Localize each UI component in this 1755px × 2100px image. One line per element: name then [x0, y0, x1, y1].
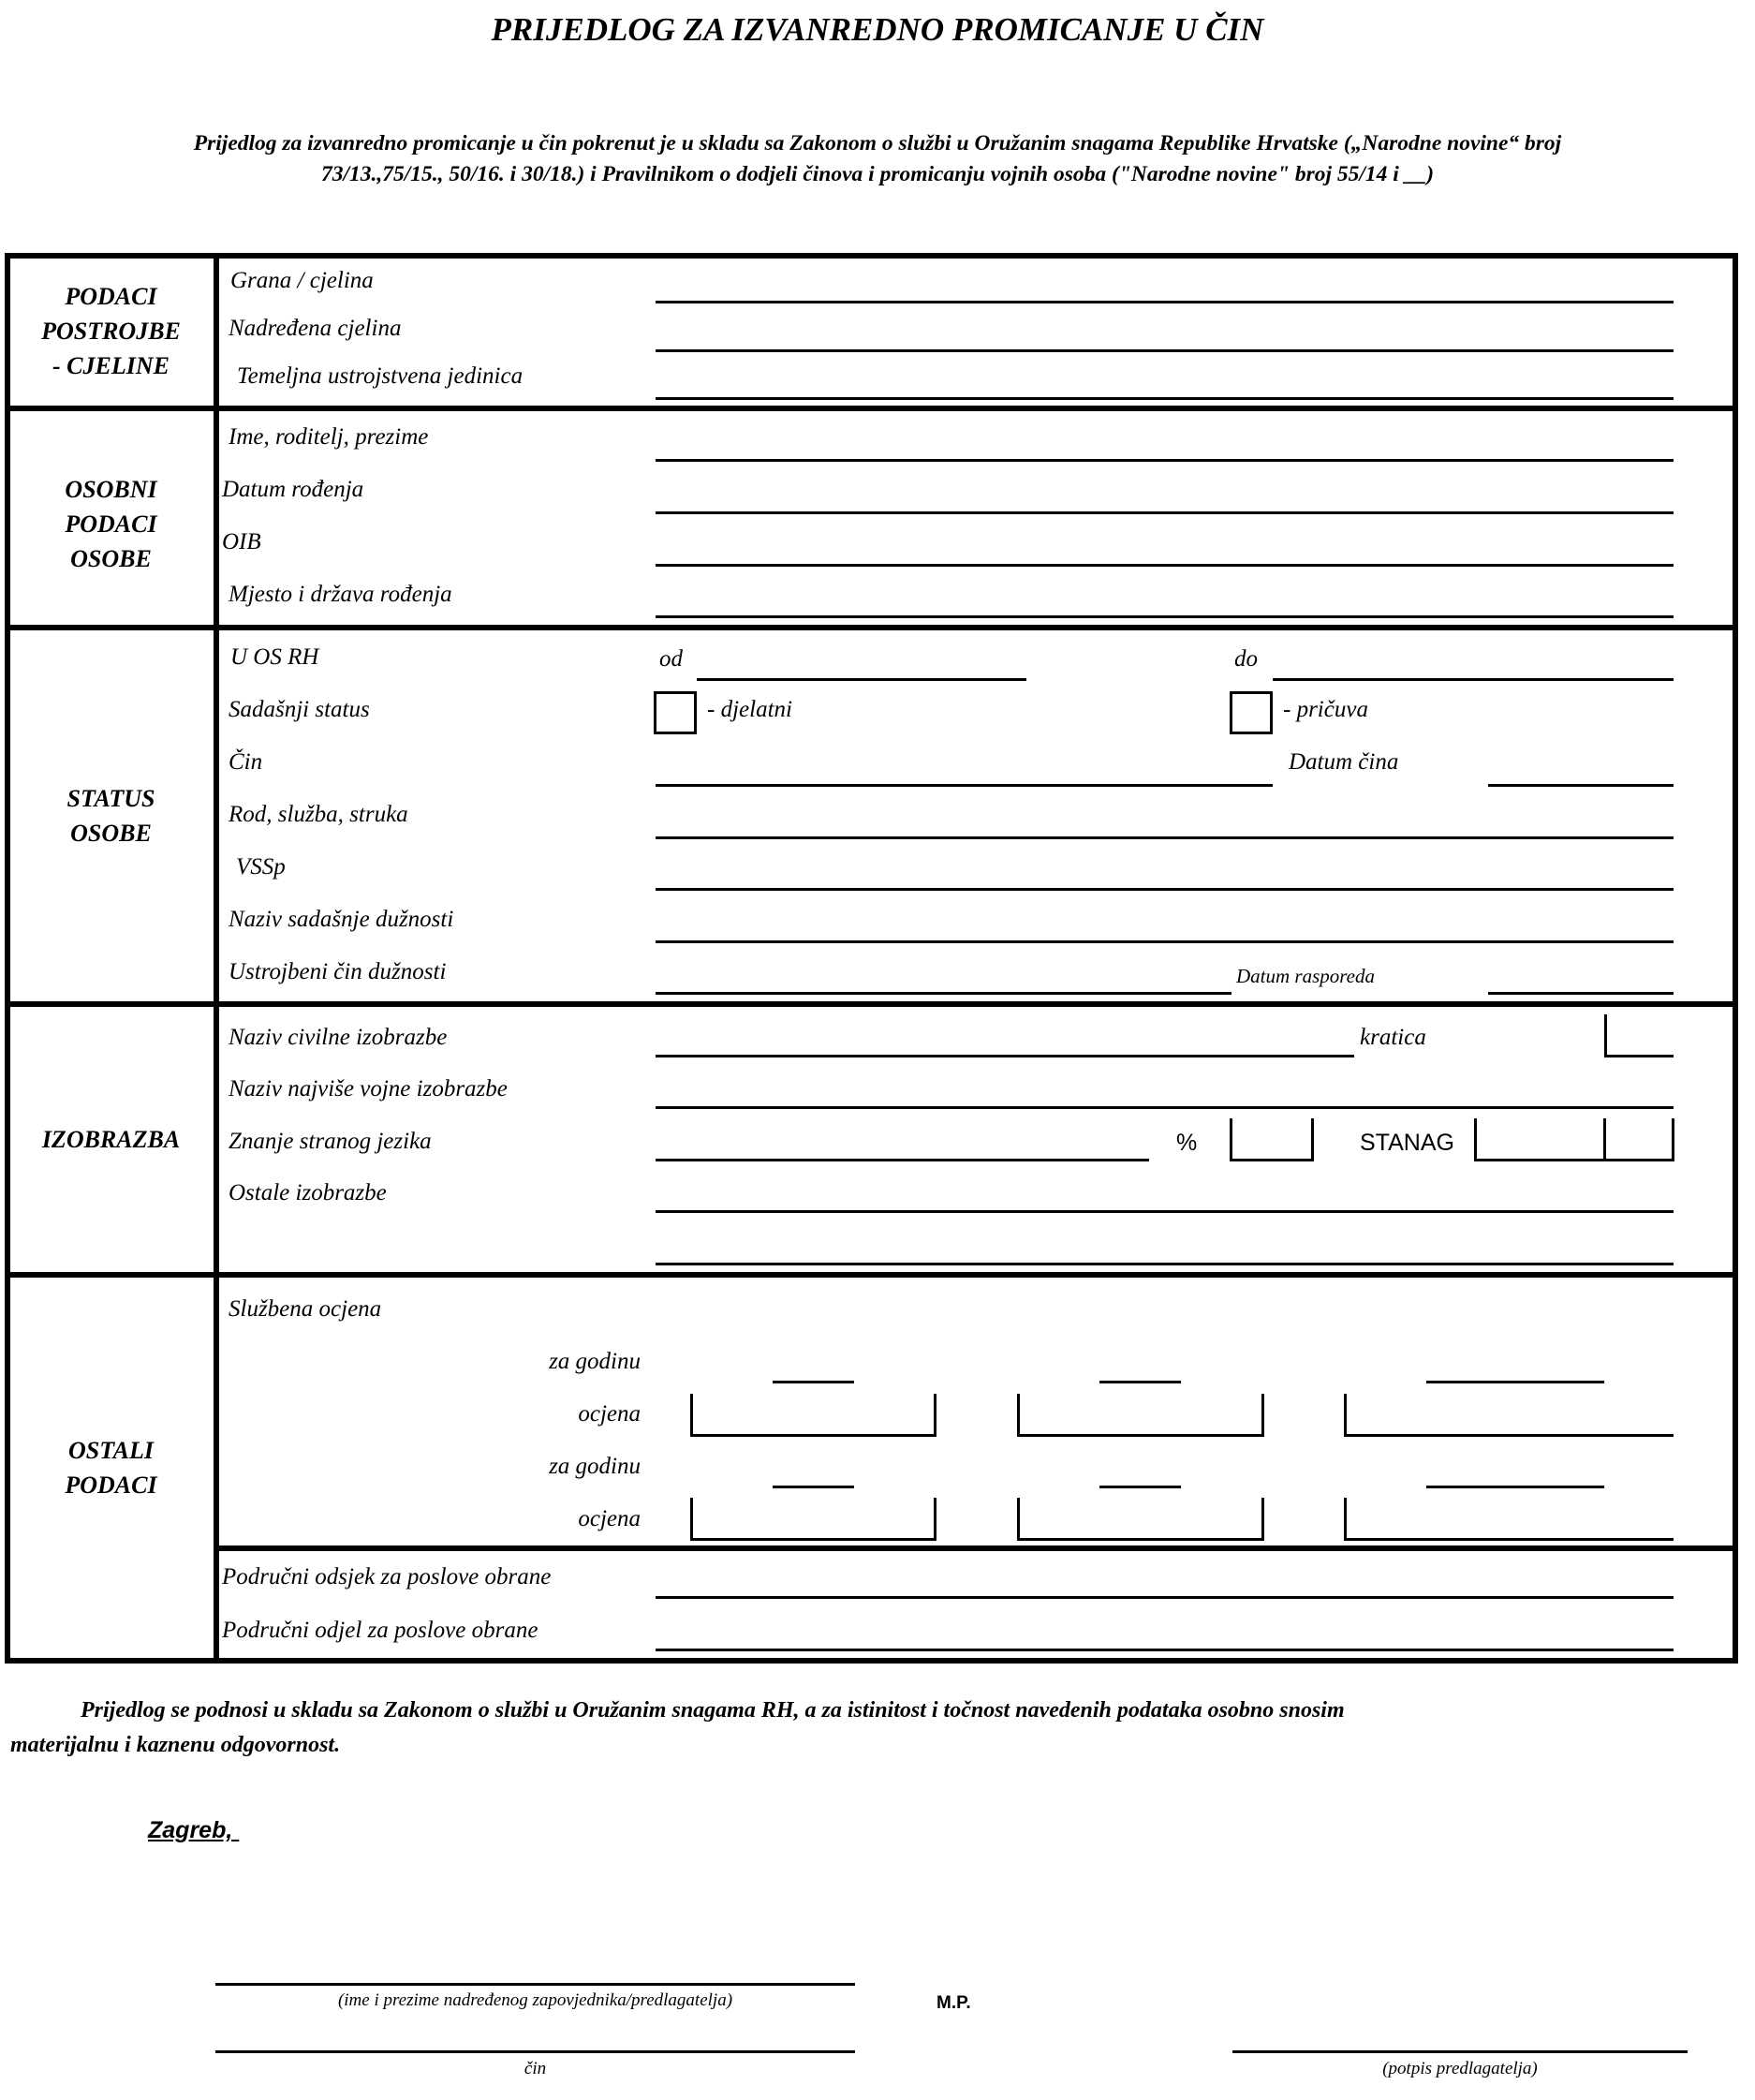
label-current-status: Sadašnji status [229, 697, 370, 722]
year-field-1a[interactable] [773, 1381, 854, 1383]
grade-box-edge [690, 1498, 693, 1541]
label-grade-2: ocjena [578, 1506, 641, 1531]
language-field[interactable] [656, 1159, 1149, 1161]
active-status-checkbox[interactable] [654, 691, 697, 734]
year-field-1b[interactable] [1099, 1381, 1181, 1383]
heading-line: PODACI [65, 1471, 157, 1499]
military-education-field[interactable] [656, 1106, 1674, 1109]
stamp-label: M.P. [936, 1993, 971, 2013]
duty-rank-field[interactable] [656, 992, 1231, 995]
grade-box-edge [1344, 1394, 1347, 1437]
label-birthplace: Mjesto i država rođenja [229, 582, 452, 607]
row-divider [5, 625, 1738, 630]
label-defense-section: Područni odsjek za poslove obrane [222, 1564, 552, 1590]
label-language: Znanje stranog jezika [229, 1129, 432, 1154]
signature-caption: (potpis predlagatelja) [1382, 2059, 1538, 2078]
stanag-box-edge [1474, 1118, 1477, 1161]
row-divider [5, 1272, 1738, 1278]
label-military-education: Naziv najviše vojne izobrazbe [229, 1076, 508, 1102]
section-heading-unit [7, 279, 214, 383]
section-heading-education [7, 1122, 214, 1157]
row-divider-inner [214, 1545, 1738, 1551]
name-field[interactable] [656, 459, 1674, 462]
label-percent: % [1176, 1130, 1198, 1156]
heading-line: OSOBE [70, 545, 152, 572]
grade-field-2a[interactable] [690, 1538, 936, 1541]
page-title: PRIJEDLOG ZA IZVANREDNO PROMICANJE U ČIN [491, 11, 1264, 48]
percent-box-edge [1230, 1118, 1232, 1161]
other-education-field-1[interactable] [656, 1210, 1674, 1213]
row-divider [5, 406, 1738, 411]
oib-field[interactable] [656, 564, 1674, 567]
section-heading-personal [7, 472, 214, 576]
stanag-box-edge [1672, 1118, 1674, 1161]
label-branch-service: Rod, služba, struka [229, 802, 408, 827]
label-rank-date: Datum čina [1289, 749, 1399, 775]
label-branch: Grana / cjelina [230, 268, 374, 293]
vssp-field[interactable] [656, 888, 1674, 891]
grade-box-edge [1344, 1498, 1347, 1541]
label-name: Ime, roditelj, prezime [229, 424, 429, 450]
label-in-army: U OS RH [230, 644, 319, 670]
heading-line: STATUS [66, 785, 155, 812]
label-vssp: VSSp [236, 854, 286, 880]
commander-caption: (ime i prezime nadređenog zapovjednika/predlagatelja) [337, 1990, 733, 2010]
label-assignment-date: Datum rasporeda [1236, 965, 1375, 987]
birth-date-field[interactable] [656, 511, 1674, 514]
row-divider [5, 1001, 1738, 1007]
section-heading-status [7, 781, 214, 850]
grade-box-edge [1017, 1394, 1020, 1437]
to-date-field[interactable] [1273, 678, 1674, 681]
table-border-right [1733, 253, 1738, 1664]
grade-box-edge [690, 1394, 693, 1437]
label-to: do [1234, 646, 1258, 672]
label-other-education: Ostale izobrazbe [229, 1180, 387, 1205]
branch-field[interactable] [656, 301, 1674, 303]
signature-field[interactable] [1232, 2050, 1688, 2053]
rank-caption: čin [524, 2059, 547, 2078]
year-field-1c[interactable] [1426, 1381, 1604, 1383]
label-abbrev: kratica [1360, 1025, 1426, 1050]
label-parent-unit: Nadređena cjelina [229, 316, 402, 341]
grade-box-edge [1017, 1498, 1020, 1541]
year-field-2a[interactable] [773, 1486, 854, 1488]
defense-department-field[interactable] [656, 1649, 1674, 1651]
label-from: od [659, 646, 683, 672]
current-duty-field[interactable] [656, 940, 1674, 943]
defense-section-field[interactable] [656, 1596, 1674, 1599]
label-basic-unit: Temeljna ustrojstvena jedinica [237, 363, 524, 389]
declaration-line-2: materijalnu i kaznenu odgovornost. [10, 1733, 341, 1757]
birthplace-field[interactable] [656, 615, 1674, 618]
heading-line: PODACI [65, 283, 157, 310]
label-civil-education: Naziv civilne izobrazbe [229, 1025, 448, 1050]
from-date-field[interactable] [697, 678, 1026, 681]
year-field-2c[interactable] [1426, 1486, 1604, 1488]
label-current-duty: Naziv sadašnje dužnosti [229, 907, 454, 932]
label-duty-rank: Ustrojbeni čin dužnosti [229, 959, 447, 984]
heading-line: IZOBRAZBA [41, 1126, 181, 1153]
label-defense-department: Područni odjel za poslove obrane [222, 1618, 538, 1643]
heading-line: OSOBNI [65, 476, 157, 503]
heading-line: PODACI [65, 510, 157, 538]
branch-service-field[interactable] [656, 836, 1674, 839]
grade-field-1c[interactable] [1344, 1434, 1674, 1437]
grade-field-1b[interactable] [1017, 1434, 1264, 1437]
grade-field-2b[interactable] [1017, 1538, 1264, 1541]
rank-date-field[interactable] [1488, 784, 1674, 787]
commander-name-field[interactable] [215, 1983, 855, 1986]
grade-box-edge [1261, 1498, 1264, 1541]
heading-line: POSTROJBE [41, 318, 181, 345]
stanag-box-edge [1603, 1118, 1606, 1161]
label-oib: OIB [222, 529, 261, 555]
intro-line-2: 73/13.,75/15., 50/16. i 30/18.) i Pravilnikom o dodjeli činova i promicanju vojnih osoba ("Narodne novine" broj 55/14 i __) [320, 162, 1435, 186]
percent-field[interactable] [1230, 1159, 1314, 1161]
place-label: Zagreb, [148, 1817, 240, 1843]
label-rank: Čin [229, 749, 263, 775]
grade-box-edge [1261, 1394, 1264, 1437]
label-reserve: - pričuva [1283, 697, 1368, 722]
label-service-evaluation: Službena ocjena [229, 1296, 382, 1322]
percent-box-edge [1311, 1118, 1314, 1161]
abbrev-box-edge [1604, 1014, 1607, 1057]
basic-unit-field[interactable] [656, 397, 1674, 400]
stanag-field-2[interactable] [1603, 1159, 1674, 1161]
abbrev-field[interactable] [1604, 1055, 1674, 1057]
reserve-status-checkbox[interactable] [1230, 691, 1273, 734]
label-year-2: za godinu [549, 1454, 641, 1479]
label-stanag: STANAG [1360, 1130, 1454, 1156]
intro-line-1: Prijedlog za izvanredno promicanje u čin pokrenut je u skladu sa Zakonom o službi u Oružanim snagama Republike Hrvatske („Narodne novine“ broj [193, 131, 1562, 155]
heading-line: - CJELINE [52, 352, 170, 379]
label-year-1: za godinu [549, 1349, 641, 1374]
stanag-field-1[interactable] [1474, 1159, 1603, 1161]
heading-line: OSTALI [67, 1437, 155, 1464]
other-education-field-2[interactable] [656, 1263, 1674, 1265]
grade-box-edge [934, 1498, 936, 1541]
grade-field-1a[interactable] [690, 1434, 936, 1437]
commander-rank-field[interactable] [215, 2050, 855, 2053]
table-border-top [5, 253, 1738, 259]
rank-field[interactable] [656, 784, 1273, 787]
label-birth-date: Datum rođenja [222, 477, 364, 502]
section-heading-other [7, 1433, 214, 1502]
label-grade-1: ocjena [578, 1401, 641, 1427]
year-field-2b[interactable] [1099, 1486, 1181, 1488]
grade-field-2c[interactable] [1344, 1538, 1674, 1541]
heading-line: OSOBE [70, 820, 152, 847]
table-border-bottom [5, 1658, 1738, 1664]
parent-unit-field[interactable] [656, 349, 1674, 352]
assignment-date-field[interactable] [1488, 992, 1674, 995]
label-active: - djelatni [707, 697, 792, 722]
declaration-line-1: Prijedlog se podnosi u skladu sa Zakonom o službi u Oružanim snagama RH, a za istinitost i točnost navedenih podataka osobno snosim [81, 1698, 1345, 1723]
grade-box-edge [934, 1394, 936, 1437]
civil-education-field[interactable] [656, 1055, 1354, 1057]
